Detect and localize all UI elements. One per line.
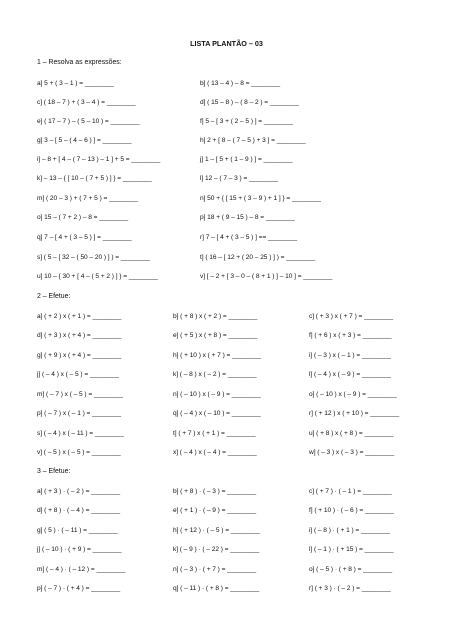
exercise-3o: o] ( – 5 ) · ( + 8 ) = ________ [309,566,393,573]
exercise-2p: p] ( – 7 ) x ( – 1 ) = ________ [37,410,122,417]
exercise-2j: j] ( – 4 ) x ( – 5 ) = ________ [37,371,119,378]
exercise-3h: h] ( + 12 ) · ( – 5 ) = ________ [173,527,260,534]
page-title: LISTA PLANTÃO – 03 [190,39,263,48]
exercise-1h: h] 2 + [ 8 – ( 7 – 5 ) + 3 ] = ________ [200,137,306,144]
exercise-1r: r] 7 – [ 4 + ( 3 – 5 ) ] == ________ [200,234,297,241]
exercise-3q: q] ( – 11 ) · ( + 8 ) = ________ [173,585,260,592]
exercise-1c: c] ( 18 – 7 ) + ( 3 – 4 ) = ________ [37,99,136,106]
exercise-3g: g] ( 5 ) · ( – 11 ) = ________ [37,527,118,534]
exercise-2f: f] ( + 6 ) x ( + 3 ) = ________ [309,332,392,339]
exercise-1p: p] 18 + ( 9 – 15 ) – 8 = ________ [200,214,295,221]
exercise-1g: g] 3 – [ 5 – ( 4 – 6 ) ] = ________ [37,137,132,144]
exercise-3p: p] ( – 7 ) · ( + 4 ) = ________ [37,585,121,592]
exercise-1f: f] 5 – [ 3 + ( 2 – 5 ) ] = ________ [200,118,293,125]
exercise-2n: n] ( – 10 ) x ( – 9 ) = ________ [173,391,261,398]
exercise-2t: t] ( + 7 ) x ( + 1 ) = ________ [173,430,256,437]
exercise-2k: k] ( – 8 ) x ( – 2 ) = ________ [173,371,257,378]
exercise-3n: n] ( – 3 ) · ( + 7 ) = ________ [173,566,257,573]
exercise-1d: d] ( 15 – 8 ) – ( 8 – 2 ) = ________ [200,99,299,106]
exercise-1o: o] 15 – ( 7 + 2 ) – 8 = ________ [37,214,129,221]
exercise-2q: q] ( – 4 ) x ( – 10 ) = ________ [173,410,261,417]
section-2-heading: 2 – Efetue: [37,293,71,300]
exercise-2w: w] ( – 3 ) x ( – 3 ) = ________ [309,449,395,456]
exercise-2h: h] ( + 10 ) x ( + 7 ) = ________ [173,352,262,359]
exercise-2x: x] ( – 4 ) x ( – 4 ) = ________ [173,449,257,456]
exercise-3k: k] ( – 9 ) · ( – 22 ) = ________ [173,546,260,553]
exercise-2r: r] ( + 12 ) x ( + 10 ) = ________ [309,410,400,417]
exercise-2v: v] ( – 5 ) x ( – 5 ) = ________ [37,449,121,456]
exercise-1k: k] – 13 – { [ 10 – ( 7 + 5 ) ] } = ________ [37,175,152,182]
exercise-2i: i] ( – 3 ) x ( – 1 ) = ________ [309,352,391,359]
exercise-2l: l] ( – 4 ) x ( – 9 ) = ________ [309,371,391,378]
exercise-3i: i] ( – 8 ) · ( + 1 ) = ________ [309,527,390,534]
exercise-2m: m] ( – 7 ) x ( – 5 ) = ________ [37,391,123,398]
section-1-heading: 1 – Resolva as expressões: [37,59,122,66]
exercise-2o: o] ( – 10 ) x ( – 9 ) = ________ [309,391,397,398]
exercise-1q: q] 7 – [ 4 + ( 3 – 5 ) ] = ________ [37,234,132,241]
exercise-2e: e] ( + 5 ) x ( + 8 ) = ________ [173,332,258,339]
exercise-3l: l] ( – 1 ) · ( + 15 ) = ________ [309,546,394,553]
section-3-heading: 3 – Efetue: [37,468,71,475]
exercise-3b: b] ( + 8 ) · ( – 3 ) = ________ [173,488,257,495]
exercise-2g: g] ( + 9 ) x ( + 4 ) = ________ [37,352,122,359]
exercise-2a: a] ( + 2 ) x ( + 1 ) = ________ [37,313,122,320]
exercise-3a: a] ( + 3 ) · ( – 2 ) = ________ [37,488,121,495]
exercise-1a: a] 5 + ( 3 – 1 ) = ________ [37,80,114,87]
exercise-1e: e] ( 17 – 7 ) – ( 5 – 10 ) = ________ [37,118,140,125]
exercise-2d: d] ( + 3 ) x ( + 4 ) = ________ [37,332,122,339]
exercise-3e: e] ( + 1 ) · ( – 9 ) = ________ [173,507,257,514]
exercise-2b: b] ( + 8 ) x ( + 2 ) = ________ [173,313,258,320]
exercise-2u: u] ( + 8 ) x ( + 8 ) = ________ [309,430,394,437]
exercise-1b: b] ( 13 – 4 ) – 8 = ________ [200,80,281,87]
exercise-3j: j] ( – 10 ) · ( + 9 ) = ________ [37,546,122,553]
exercise-1u: u] 10 – { 30 + [ 4 – ( 5 + 2 ) ] } = ________ [37,273,158,280]
exercise-3c: c] ( + 7 ) · ( – 1 ) = ________ [309,488,392,495]
exercise-3f: f] ( + 10 ) · ( – 6 ) = ________ [309,507,394,514]
exercise-1l: l] 12 – ( 7 – 3 ) = ________ [200,175,278,182]
exercise-1i: i] – 8 + [ 4 – ( 7 – 13 ) – 1 ] + 5 = ________ [37,156,161,163]
exercise-1v: v] [ – 2 + [ 3 – 0 – ( 8 + 1 ) ] – 10 ] = ________ [200,273,333,280]
exercise-3m: m] ( – 4 ) · ( – 12 ) = ________ [37,566,126,573]
exercise-2s: s] ( – 4 ) x ( – 11 ) = ________ [37,430,124,437]
exercise-3d: d] ( + 8 ) · ( – 4 ) = ________ [37,507,121,514]
exercise-1m: m] ( 20 – 3 ) + ( 7 + 5 ) = ________ [37,195,139,202]
exercise-1s: s] ( 5 – [ 32 – ( 50 – 20 ) ] ) = ________ [37,254,150,261]
exercise-1t: t] ( 16 – [ 12 + ( 20 – 25 ) ] ) = ________ [200,254,316,261]
exercise-1j: j] 1 – [ 5 + ( 1 – 9 ) ] = ________ [200,156,293,163]
exercise-1n: n] 50 + { [ 15 + ( 3 – 9 ) + 1 ] } = ________ [200,195,321,202]
exercise-2c: c] ( + 3 ) x ( + 7 ) = ________ [309,313,394,320]
exercise-3r: r] ( + 3 ) · ( – 2 ) = ________ [309,585,391,592]
